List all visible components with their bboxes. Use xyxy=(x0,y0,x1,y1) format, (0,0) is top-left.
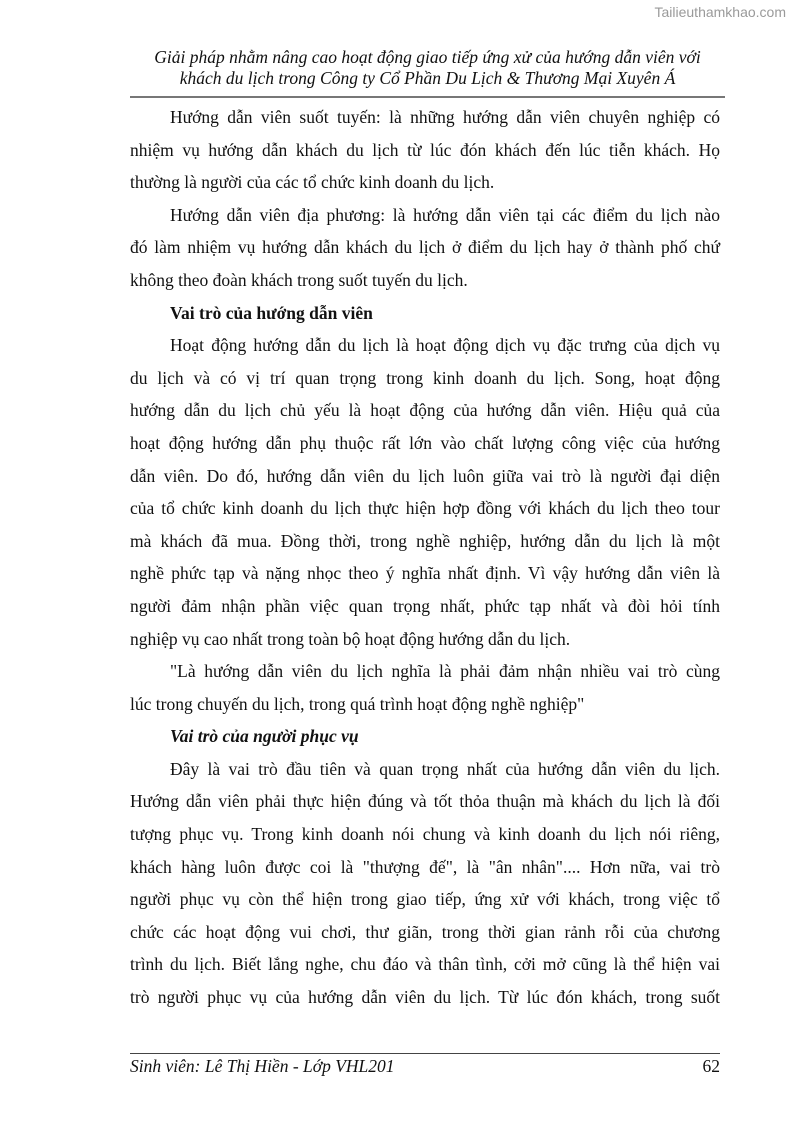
text-line: nghiệp vụ cao nhất trong toàn bộ hoạt động hướng dẫn du lịch. xyxy=(130,628,571,649)
text-line: lúc trong chuyến du lịch, trong quá trình hoạt động nghề nghiệp" xyxy=(130,693,585,714)
section-heading xyxy=(130,720,720,753)
text-line: người phục vụ còn thể hiện trong giao tiếp, ứng xử với khách, trong việc tổ xyxy=(130,889,720,910)
footer-divider xyxy=(130,1053,720,1054)
text-line: trò người phục vụ của hướng dẫn viên du lịch. Từ lúc đón khách, trong suốt xyxy=(130,987,720,1008)
text-line: nghề phức tạp và nặng nhọc theo ý nghĩa nhất định. Vì vậy hướng dẫn viên là xyxy=(130,563,720,584)
header-line-1: Giải pháp nhằm nâng cao hoạt động giao tiếp ứng xử của hướng dẫn viên với xyxy=(154,47,701,67)
section-heading xyxy=(130,297,720,330)
text-line: Hướng dẫn viên suốt tuyến: là những hướng dẫn viên chuyên nghiệp có xyxy=(170,107,720,127)
text-line: Hoạt động hướng dẫn du lịch là hoạt động dịch vụ đặc trưng của dịch vụ xyxy=(170,335,720,356)
watermark: Tailieuthamkhao.com xyxy=(654,4,786,20)
text-line: du lịch và có vị trí quan trọng trong kinh doanh du lịch. Song, hoạt động xyxy=(130,367,720,388)
text-line: Đây là vai trò đầu tiên và quan trọng nhất của hướng dẫn viên du lịch. xyxy=(170,758,720,779)
text-line: mà khách đã mua. Đồng thời, trong nghề nghiệp, hướng dẫn du lịch là một xyxy=(130,530,720,551)
paragraph xyxy=(130,655,720,720)
header-divider xyxy=(130,96,725,98)
text-line: của tổ chức kinh doanh du lịch thực hiện hợp đồng với khách du lịch theo tour xyxy=(130,498,720,519)
text-line: không theo đoàn khách trong suốt tuyến du lịch. xyxy=(130,269,468,290)
text-line: khách hàng luôn được coi là "thượng đế", là "ân nhân".... Hơn nữa, vai trò xyxy=(130,856,720,877)
text-line: hoạt động hướng dẫn phụ thuộc rất lớn vào chất lượng công việc của hướng xyxy=(130,432,720,453)
text-line: Vai trò của hướng dẫn viên xyxy=(170,302,373,323)
document-body xyxy=(130,101,720,1014)
text-line: chức các hoạt động vui chơi, thư giãn, trong thời gian rảnh rỗi của chương xyxy=(130,921,720,942)
running-footer xyxy=(130,1056,720,1077)
paragraph xyxy=(130,199,720,297)
text-line: Vai trò của người phục vụ xyxy=(170,726,359,747)
text-line: trình du lịch. Biết lắng nghe, chu đáo và thân tình, cởi mở cũng là thể hiện vai xyxy=(130,954,720,975)
text-line: người đảm nhận phần việc quan trọng nhất, phức tạp nhất và đòi hỏi tính xyxy=(130,595,720,616)
text-line: Hướng dẫn viên địa phương: là hướng dẫn viên tại các điểm du lịch nào xyxy=(170,204,720,225)
text-line: hướng dẫn du lịch chủ yếu là hoạt động của hướng dẫn viên. Hiệu quả của xyxy=(130,400,720,421)
page-number: 62 xyxy=(702,1056,720,1076)
text-line: tượng phục vụ. Trong kinh doanh nói chung và kinh doanh du lịch nói riêng, xyxy=(130,824,720,845)
text-line: thường là người của các tổ chức kinh doanh du lịch. xyxy=(130,172,495,193)
text-line: đó làm nhiệm vụ hướng dẫn khách du lịch ở điểm du lịch hay ở thành phố chứ xyxy=(130,237,720,258)
paragraph xyxy=(130,329,720,655)
text-line: dẫn viên. Do đó, hướng dẫn viên du lịch luôn giữa vai trò là người đại diện xyxy=(130,465,720,486)
paragraph xyxy=(130,753,720,1014)
footer-author: Sinh viên: Lê Thị Hiền - Lớp VHL201 xyxy=(130,1056,395,1076)
paragraph xyxy=(130,101,720,199)
header-line-2: khách du lịch trong Công ty Cổ Phần Du Lịch & Thương Mại Xuyên Á xyxy=(179,68,676,88)
text-line: nhiệm vụ hướng dẫn khách du lịch từ lúc đón khách đến lúc tiễn khách. Họ xyxy=(130,139,720,160)
running-header xyxy=(130,47,725,89)
text-line: Hướng dẫn viên phải thực hiện đúng và tốt thỏa thuận mà khách du lịch là đối xyxy=(130,791,720,812)
text-line: "Là hướng dẫn viên du lịch nghĩa là phải đảm nhận nhiều vai trò cùng xyxy=(170,661,720,682)
